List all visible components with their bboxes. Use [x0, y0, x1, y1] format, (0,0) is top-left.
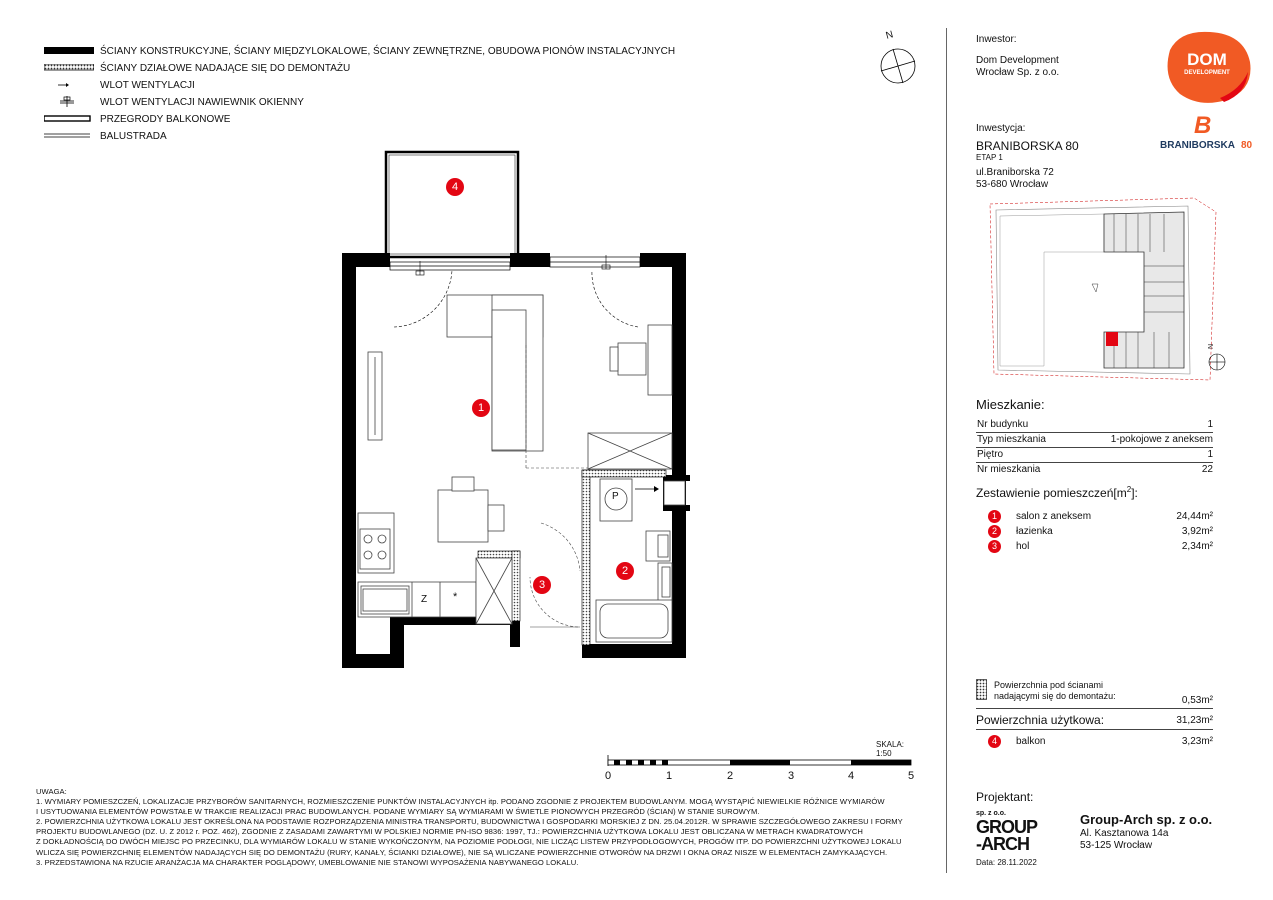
group-arch-logo-line2: -ARCH	[976, 834, 1029, 854]
apartment-row-label: Piętro	[977, 449, 1004, 460]
investment-name: BRANIBORSKA 80	[976, 139, 1079, 153]
room-row	[988, 525, 1213, 540]
dom-logo-subtext: DEVELOPMENT	[1184, 70, 1230, 76]
designer-street: Al. Kasztanowa 14a	[1080, 828, 1169, 839]
room-row	[988, 510, 1213, 525]
legend-text: WLOT WENTYLACJI NAWIEWNIK OKIENNY	[100, 96, 304, 108]
investor-label: Inwestor:	[976, 34, 1017, 45]
site-compass-label: N	[1208, 343, 1216, 350]
arrow-icon	[44, 81, 94, 89]
room-area: 3,23m²	[1181, 736, 1213, 747]
room-number-badge: 4	[988, 735, 1001, 748]
notes	[36, 787, 944, 868]
scale-tick: 3	[788, 770, 795, 782]
rooms-heading-sup: 2	[1126, 485, 1132, 494]
divider	[946, 28, 947, 873]
group-arch-logo-small: sp. z o.o.	[976, 810, 1006, 817]
vent-shaft-label: P	[612, 491, 619, 502]
room-name: salon z aneksem	[1016, 511, 1092, 522]
demolition-value: 0,53m²	[1181, 695, 1213, 706]
room-area: 3,92m²	[1181, 526, 1213, 537]
apartment-row-label: Typ mieszkania	[977, 434, 1046, 445]
investor-name: Dom Development	[976, 55, 1059, 66]
group-arch-logo-line1: GROUP	[976, 817, 1038, 837]
room-row	[988, 540, 1213, 555]
balcony-row	[988, 735, 1213, 750]
legend-text: PRZEGRODY BALKONOWE	[100, 113, 231, 125]
separator	[976, 708, 1213, 709]
thin-double-line-symbol	[44, 132, 94, 140]
notes-title: UWAGA:	[36, 787, 67, 796]
investment-street: ul.Braniborska 72	[976, 167, 1054, 178]
site-plan	[984, 196, 1234, 382]
investment-city: 53-680 Wrocław	[976, 179, 1049, 190]
double-line-symbol	[44, 115, 94, 123]
demolition-label-1: Powierzchnia pod ścianami	[994, 680, 1104, 690]
room-number-badge: 1	[988, 510, 1001, 523]
hatch-swatch-icon	[976, 679, 988, 701]
separator	[976, 729, 1213, 730]
room-number: 2	[621, 565, 629, 577]
scale-bar	[600, 740, 920, 784]
furniture	[358, 295, 685, 642]
apartment-row	[976, 447, 1213, 463]
scale-tick: 1	[666, 770, 673, 782]
apartment-row-label: Nr mieszkania	[977, 464, 1041, 475]
designer-company: Group-Arch sp. z o.o.	[1080, 812, 1213, 827]
scale-ruler	[600, 752, 920, 772]
apartment-row-value: 1	[1207, 449, 1213, 460]
scale-tick: 5	[908, 770, 915, 782]
room-area: 24,44m²	[1176, 511, 1213, 522]
vent-arrow-icon	[635, 486, 659, 492]
rooms-heading	[976, 485, 1138, 500]
thick-wall-symbol	[44, 47, 94, 55]
demolition-label-2: nadającymi się do demontażu:	[994, 691, 1116, 701]
hatched-wall-symbol	[44, 64, 94, 72]
room-name: balkon	[1016, 736, 1046, 747]
notes-line: I USYTUOWANIA ELEMENTÓW POWSTAŁE W TRAKCIE REALIZACJI PRAC BUDOWLANYCH. PODANE WYMIARY SĄ WYMIARAMI W ŚWIETLE PIONOWYCH PRZEGRÓD (ŚCIAN) W STANIE SUROWYM.	[36, 807, 760, 817]
braniborska-logo-text: BRANIBORSKA	[1160, 140, 1235, 151]
room-name: hol	[1016, 541, 1030, 552]
rooms-heading-end: ]:	[1131, 486, 1138, 500]
room-number: 1	[477, 402, 485, 414]
scale-label: SKALA: 1:50	[876, 740, 905, 758]
usable-area-label: Powierzchnia użytkowa:	[976, 713, 1105, 727]
investor-name-2: Wrocław Sp. z o.o.	[976, 67, 1060, 78]
legend-text: ŚCIANY KONSTRUKCYJNE, ŚCIANY MIĘDZYLOKALOWE, ŚCIANY ZEWNĘTRZNE, OBUDOWA PIONÓW INSTALACYJNYCH	[100, 45, 676, 57]
room-number: 4	[451, 181, 459, 193]
window-vent-icon	[44, 95, 94, 107]
floor-plan	[330, 145, 710, 685]
notes-line: 3. PRZEDSTAWIONA NA RZUCIE ARANŻACJA MA CHARAKTER POGLĄDOWY, UMEBLOWANIE NIE STANOWI WYPOSAŻENIA NABYWANEGO LOKALU.	[36, 857, 579, 867]
apartment-row	[976, 417, 1213, 433]
apartment-row-label: Nr budynku	[977, 419, 1029, 430]
compass	[878, 30, 918, 90]
apartment-row	[976, 432, 1213, 448]
scale-tick: 0	[605, 770, 612, 782]
braniborska-logo-number: 80	[1241, 140, 1253, 151]
dom-logo-text: DOM	[1187, 50, 1227, 69]
compass-north-label: N	[884, 29, 895, 42]
balcony-outline	[386, 152, 518, 257]
notes-line: 2. POWIERZCHNIA UŻYTKOWA LOKALU JEST OKREŚLONA NA PODSTAWIE ROZPORZĄDZENIA MINISTRA TRANSPORTU, BUDOWNICTWA I GOSPODARKI MORSKIEJ Z DN. 25.04.2012R. W SPRAWIE SZCZEGÓŁOWEGO ZAKRESU I FORMY	[36, 817, 903, 827]
apartment-row	[976, 462, 1213, 477]
notes-line: 1. WYMIARY POMIESZCZEŃ, LOKALIZACJE PRZYBORÓW SANITARNYCH, ROZMIESZCZENIE PUNKTÓW INSTALACYJNYCH itp. PODANO ZGODNIE Z PROJEKTEM BUDOWLANYM. MOGĄ WYSTĄPIĆ NIEWIELKIE RÓŻNICE WYMIARÓW	[36, 797, 885, 807]
scale-tick: 4	[848, 770, 855, 782]
legend-text: BALUSTRADA	[100, 130, 167, 142]
apartment-row-value: 1-pokojowe z aneksem	[1110, 434, 1213, 445]
apartment-row-value: 22	[1201, 464, 1213, 475]
rooms-heading-text: Zestawienie pomieszczeń[m	[976, 486, 1127, 500]
room-name: łazienka	[1016, 526, 1053, 537]
freezer-label: *	[453, 591, 458, 603]
notes-line: WLICZA SIĘ POWIERZCHNIĘ ELEMENTÓW NADAJĄCYCH SIĘ DO DEMONTAŻU (RURY, KANAŁY, ŚCIANKI DZIAŁOWE), NIE SĄ WLICZANE POWIERZCHNIE OTWORÓW NA DRZWI I OKNA ORAZ NISZE W ELEMENTACH ZAMYKAJĄCYCH.	[36, 847, 888, 857]
investment-label: Inwestycja:	[976, 123, 1026, 134]
notes-line: Z DOKŁADNOŚCIĄ DO DWÓCH MIEJSC PO PRZECINKU, DLA WYMIARÓW LOKALU W STANIE WYKOŃCZONYM, NA POZIOMIE PODŁOGI, NIE LICZĄC LISTEW PRZYPODŁOGOWYCH, PROGÓW ITP. DO POWIERZCHNI UŻYTKOWEJ LOKALU	[36, 837, 902, 847]
room-number: 3	[538, 579, 546, 591]
notes-line: PROJEKTU BUDOWLANEGO (DZ. U. Z 2012 r. POZ. 462), ZGODNIE Z ZASADAMI ZAWARTYMI W POLSKIEJ NORMIE PN-ISO 9836: 1997, TJ.: POWIERZCHNIA UŻYTKOWA LOKALU JEST OBLICZANA W METRACH KWADRATOWYCH	[36, 827, 863, 837]
compass-icon	[878, 44, 918, 84]
braniborska-logo-mark: B	[1194, 112, 1212, 139]
room-area: 2,34m²	[1181, 541, 1213, 552]
dom-development-logo	[1160, 28, 1254, 106]
room-number-badge: 3	[988, 540, 1001, 553]
apartment-row-value: 1	[1207, 419, 1213, 430]
designer-city: 53-125 Wrocław	[1080, 840, 1153, 851]
room-number-badge: 2	[988, 525, 1001, 538]
apartment-heading: Mieszkanie:	[976, 397, 1045, 412]
braniborska-logo	[1160, 112, 1260, 154]
legend-text: WLOT WENTYLACJI	[100, 79, 195, 91]
group-arch-logo	[976, 810, 1066, 860]
scale-tick: 2	[727, 770, 734, 782]
designer-label: Projektant:	[976, 790, 1034, 804]
legend-text: ŚCIANY DZIAŁOWE NADAJĄCE SIĘ DO DEMONTAŻU	[100, 62, 351, 74]
investment-stage: ETAP 1	[976, 153, 1003, 162]
designer-date: Data: 28.11.2022	[976, 858, 1037, 867]
fridge-label: Z	[421, 594, 428, 605]
usable-area-value: 31,23m²	[1176, 715, 1213, 726]
